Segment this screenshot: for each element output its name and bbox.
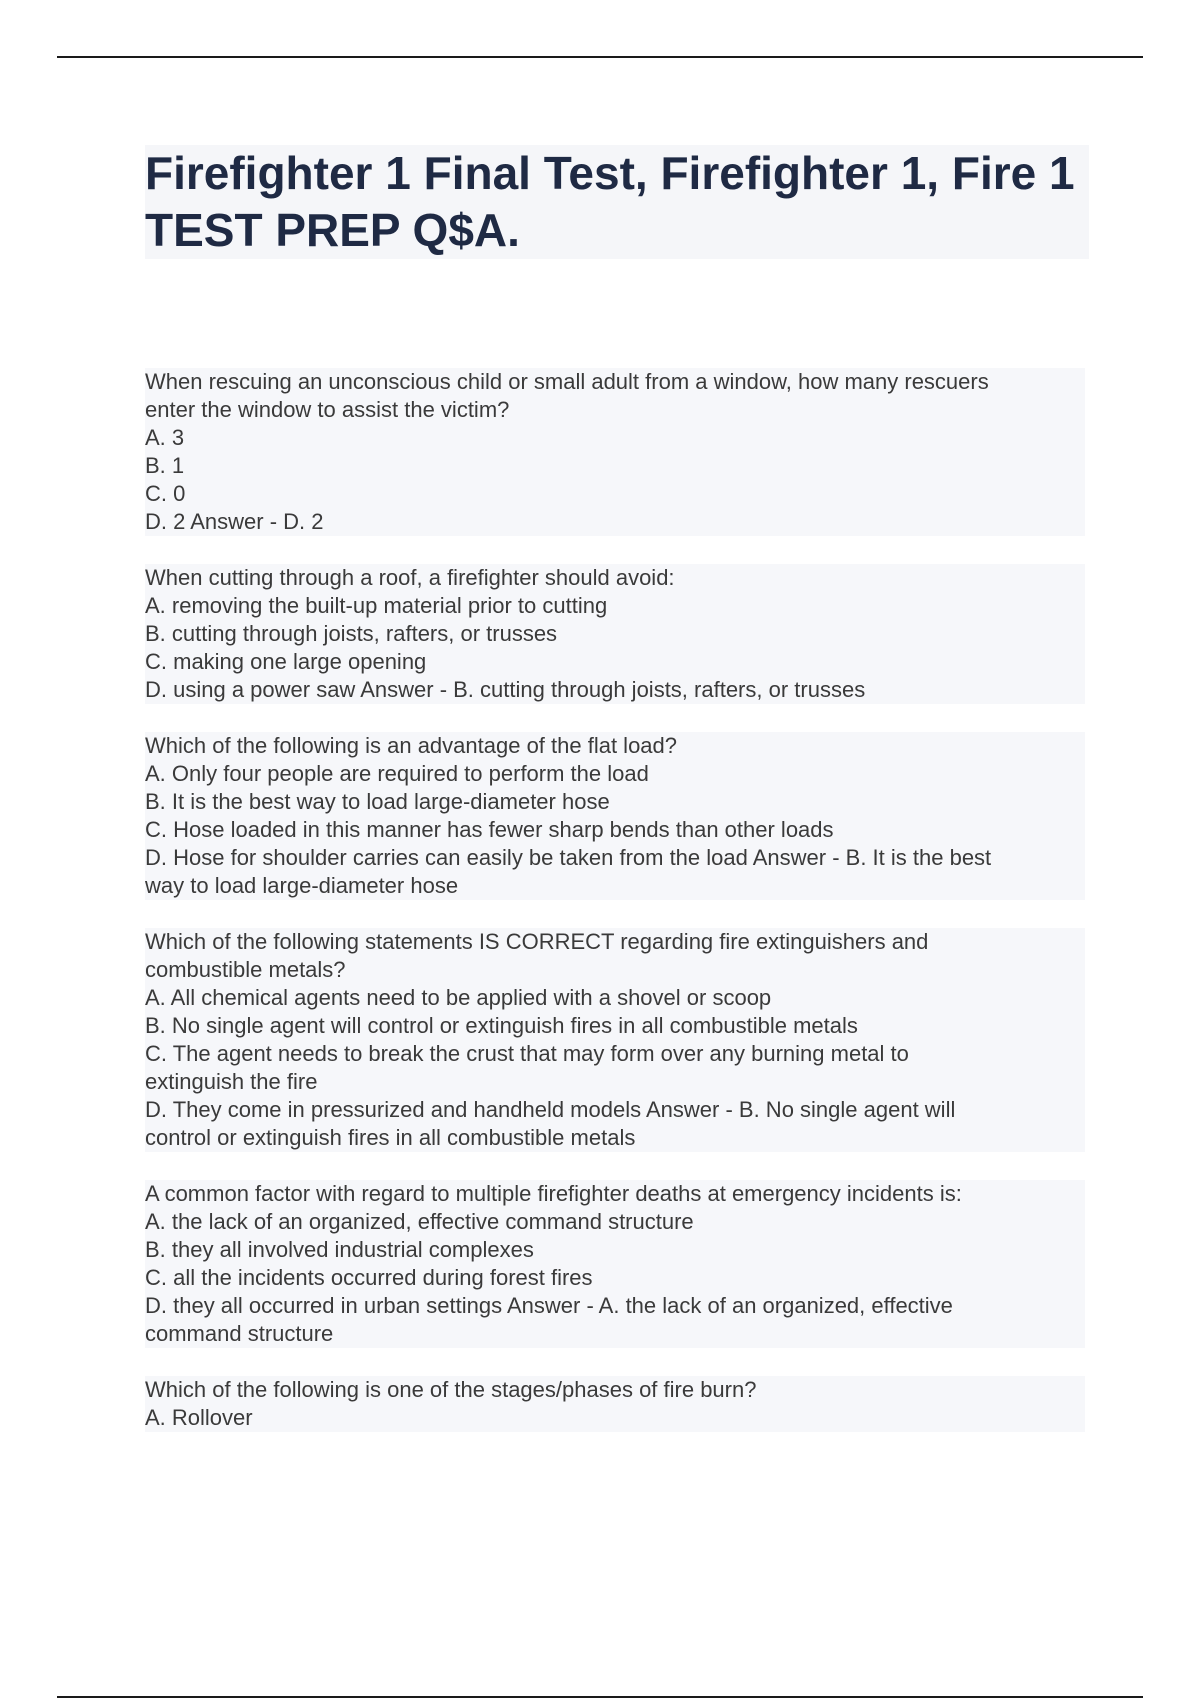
- answer-option: B. cutting through joists, rafters, or trusses: [145, 620, 1085, 648]
- answer-option: B. they all involved industrial complexes: [145, 1236, 1085, 1264]
- question-text: When rescuing an unconscious child or small adult from a window, how many rescuers: [145, 368, 1085, 396]
- answer-option: D. They come in pressurized and handheld models Answer - B. No single agent will: [145, 1096, 1085, 1124]
- question-block: [145, 1376, 1085, 1432]
- question-text: A common factor with regard to multiple firefighter deaths at emergency incidents is:: [145, 1180, 1085, 1208]
- top-rule: [57, 56, 1143, 58]
- answer-option: B. 1: [145, 452, 1085, 480]
- answer-option: command structure: [145, 1320, 1085, 1348]
- answer-option: C. The agent needs to break the crust that may form over any burning metal to: [145, 1040, 1085, 1068]
- answer-option: C. making one large opening: [145, 648, 1085, 676]
- answer-option: enter the window to assist the victim?: [145, 396, 1085, 424]
- answer-option: control or extinguish fires in all combustible metals: [145, 1124, 1085, 1152]
- question-text: Which of the following statements IS CORRECT regarding fire extinguishers and: [145, 928, 1085, 956]
- answer-option: B. No single agent will control or extinguish fires in all combustible metals: [145, 1012, 1085, 1040]
- title-block: [145, 145, 1089, 259]
- question-block: [145, 368, 1085, 536]
- answer-option: D. Hose for shoulder carries can easily be taken from the load Answer - B. It is the best: [145, 844, 1085, 872]
- answer-option: A. removing the built-up material prior to cutting: [145, 592, 1085, 620]
- answer-option: A. All chemical agents need to be applied with a shovel or scoop: [145, 984, 1085, 1012]
- document-title: Firefighter 1 Final Test, Firefighter 1, Fire 1 TEST PREP Q$A.: [145, 147, 1075, 256]
- answer-option: C. Hose loaded in this manner has fewer sharp bends than other loads: [145, 816, 1085, 844]
- answer-option: A. Only four people are required to perform the load: [145, 760, 1085, 788]
- question-block: [145, 1180, 1085, 1348]
- answer-option: D. using a power saw Answer - B. cutting through joists, rafters, or trusses: [145, 676, 1085, 704]
- answer-option: A. 3: [145, 424, 1085, 452]
- answer-option: extinguish the fire: [145, 1068, 1085, 1096]
- answer-option: D. they all occurred in urban settings Answer - A. the lack of an organized, effective: [145, 1292, 1085, 1320]
- answer-option: C. all the incidents occurred during forest fires: [145, 1264, 1085, 1292]
- answer-option: D. 2 Answer - D. 2: [145, 508, 1085, 536]
- question-block: [145, 732, 1085, 900]
- bottom-rule: [57, 1696, 1143, 1698]
- question-text: When cutting through a roof, a firefighter should avoid:: [145, 564, 1085, 592]
- answer-option: combustible metals?: [145, 956, 1085, 984]
- answer-option: B. It is the best way to load large-diameter hose: [145, 788, 1085, 816]
- answer-option: C. 0: [145, 480, 1085, 508]
- answer-option: A. Rollover: [145, 1404, 1085, 1432]
- answer-option: A. the lack of an organized, effective command structure: [145, 1208, 1085, 1236]
- question-block: [145, 564, 1085, 704]
- question-text: Which of the following is one of the stages/phases of fire burn?: [145, 1376, 1085, 1404]
- question-text: Which of the following is an advantage of the flat load?: [145, 732, 1085, 760]
- question-list: [145, 368, 1085, 1460]
- answer-option: way to load large-diameter hose: [145, 872, 1085, 900]
- question-block: [145, 928, 1085, 1152]
